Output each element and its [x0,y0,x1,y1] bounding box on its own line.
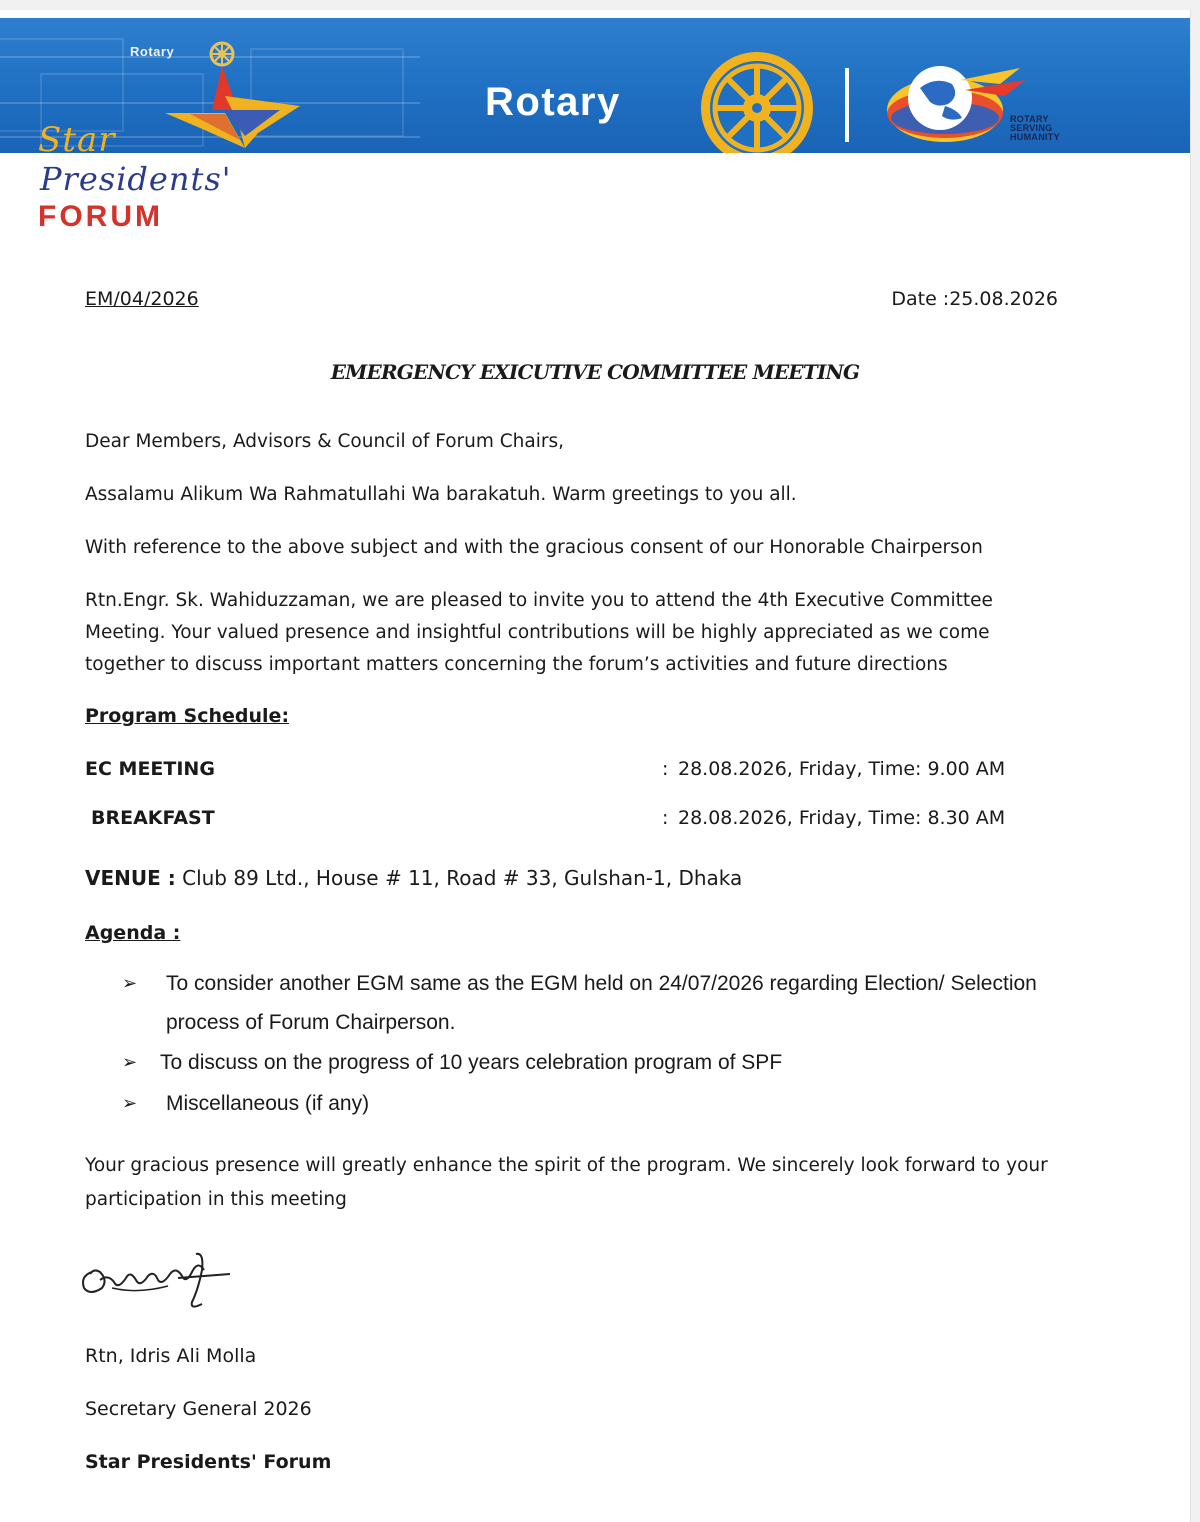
arrow-bullet-icon: ➢ [122,1093,138,1113]
agenda-item: ➢ To discuss on the progress of 10 years celebration program of SPF [122,1043,1052,1082]
closing-paragraph: Your gracious presence will greatly enhance the spirit of the program. We sincerely look forward to your participation in this meeting [85,1155,1048,1210]
schedule-label-breakfast: BREAKFAST [91,807,215,829]
signatory-name: Rtn, Idris Ali Molla [85,1345,257,1367]
agenda-item: ➢ Miscellaneous (if any) [122,1084,1052,1123]
rotary-small-label: Rotary [130,44,175,59]
slogan-text: ROTARY SERVING HUMANITY [1010,114,1060,142]
letter-title: EMERGENCY EXICUTIVE COMMITTEE MEETING [330,360,860,384]
reference-number: EM/04/2026 [85,288,199,310]
schedule-colon: : [662,758,669,780]
spf-logo-presidents-word: Presidents' [40,160,232,198]
rotary-wordmark: Rotary [485,80,621,124]
agenda-item: ➢ To consider another EGM same as the EGM held on 24/07/2026 regarding Election/ Selection process of Forum Chairperson. [122,964,1052,1042]
letter-date: Date :25.08.2026 [891,288,1058,310]
venue-label: VENUE : [85,866,176,890]
rotary-wheel-icon [701,52,813,153]
schedule-value-ec-meeting: 28.08.2026, Friday, Time: 9.00 AM [678,758,1006,780]
organization-name: Star Presidents' Forum [85,1451,332,1473]
spf-logo-star-word: Star [38,120,116,160]
signatory-title: Secretary General 2026 [85,1398,312,1420]
arrow-bullet-icon: ➢ [122,1052,138,1072]
intro-paragraph: With reference to the above subject and with the gracious consent of our Honorable Chairperson [85,537,983,558]
schedule-value-breakfast: 28.08.2026, Friday, Time: 8.30 AM [678,807,1006,829]
signature-image [78,1250,248,1320]
header-banner [0,18,1190,153]
banner-divider [845,68,849,142]
program-schedule-heading: Program Schedule: [85,705,290,727]
spf-star-icon [165,66,300,148]
serving-humanity-globe-icon [887,66,1025,142]
spf-logo-forum-word: FORUM [38,200,163,233]
agenda-heading: Agenda : [85,922,181,944]
letter-page [0,10,1191,1522]
salutation: Dear Members, Advisors & Council of Forum Chairs, [85,431,565,452]
venue-line [85,866,742,890]
venue-value: Club 89 Ltd., House # 11, Road # 33, Gulshan-1, Dhaka [182,866,743,890]
arrow-bullet-icon: ➢ [122,973,138,993]
greeting: Assalamu Alikum Wa Rahmatullahi Wa barakatuh. Warm greetings to you all. [85,484,797,505]
schedule-colon: : [662,807,669,829]
body-paragraph: Rtn.Engr. Sk. Wahiduzzaman, we are pleased to invite you to attend the 4th Executive Committee Meeting. Your valued presence and insightful contributions will be highly appreciated as we come together to discuss important matters concerning the forum’s activities and future directions [85,590,993,675]
rotary-wheel-small-icon [211,43,233,65]
schedule-label-ec-meeting: EC MEETING [85,758,215,780]
